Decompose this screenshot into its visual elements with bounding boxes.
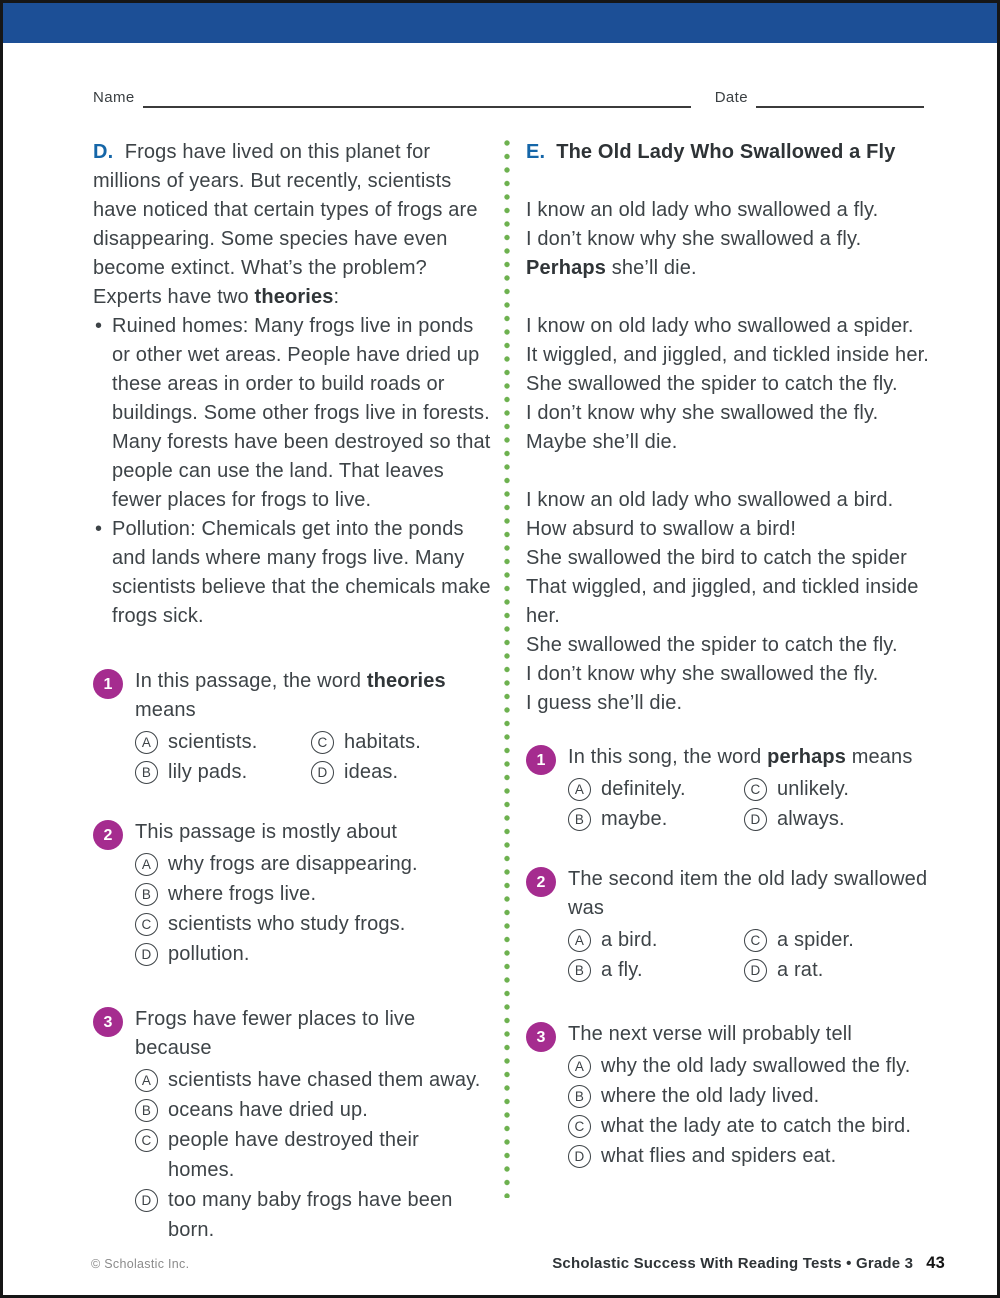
question-d1 [93,667,491,787]
question-stem [568,865,949,923]
option-letter-circle: A [568,929,591,952]
question-stem [568,743,949,772]
question-body [568,743,949,834]
answer-option [568,955,744,985]
stem-text: Frogs have fewer places to live because [135,1008,416,1059]
song-line: I don’t know why she swallowed a fly. [526,228,862,250]
song-line: It wiggled, and jiggled, and tickled inside her. [526,344,930,366]
question-stem [135,1005,491,1063]
song-line: How absurd to swallow a bird! [526,518,797,540]
option-letter-circle: B [568,808,591,831]
answer-option [135,1065,491,1095]
song-line [526,254,949,283]
question-body [135,818,491,969]
answer-option [744,774,949,804]
question-d2 [93,818,491,969]
copyright-text: © Scholastic Inc. [91,1257,190,1271]
option-letter-circle: A [135,1069,158,1092]
answer-option [135,757,311,787]
answer-option [135,1125,491,1185]
option-letter-circle: B [135,883,158,906]
question-number-badge: 3 [526,1022,556,1052]
option-text: people have destroyed their homes. [168,1129,419,1181]
answer-option [568,925,744,955]
option-text: what the lady ate to catch the bird. [601,1115,912,1137]
option-text: a fly. [601,959,643,981]
option-text: unlikely. [777,778,850,800]
passage-d-intro-end: : [333,286,340,308]
option-letter-circle: D [744,959,767,982]
answer-option [311,757,491,787]
bullet-item: • Pollution: Chemicals get into the ponds and lands where many frogs live. Many scientists believe that the chemicals make frogs sick. [93,515,491,631]
passage-d-label: D. [93,141,114,163]
option-text: habitats. [344,731,421,753]
answer-option [135,909,491,939]
song-stanza-3 [526,486,949,718]
song-line: I know an old lady who swallowed a bird. [526,489,894,511]
name-label: Name [93,89,135,106]
answer-option [311,727,491,757]
option-letter-circle: A [135,731,158,754]
song-line: That wiggled, and jiggled, and tickled inside her. [526,576,919,627]
song-stanza-1 [526,196,949,283]
song-bold-word: Perhaps [526,257,606,279]
answer-option [135,939,491,969]
stem-text: In this song, the word [568,746,768,768]
question-e2 [526,865,949,985]
option-letter-circle: B [135,761,158,784]
answer-options [568,774,949,834]
answer-options [135,1065,491,1245]
option-letter-circle: A [568,778,591,801]
question-number-badge: 3 [93,1007,123,1037]
option-letter-circle: B [135,1099,158,1122]
option-letter-circle: D [568,1145,591,1168]
question-stem [135,818,491,847]
answer-options [568,1051,949,1171]
passage-d-column [93,138,491,1245]
content-columns [93,138,949,1245]
option-letter-circle: A [568,1055,591,1078]
question-stem [568,1020,949,1049]
option-letter-circle: D [135,943,158,966]
series-title: Scholastic Success With Reading Tests • Grade 3 [552,1255,914,1272]
option-letter-circle: C [744,778,767,801]
option-text: definitely. [601,778,686,800]
option-text: always. [777,808,845,830]
option-text: a bird. [601,929,658,951]
question-number-badge: 2 [526,867,556,897]
option-text: oceans have dried up. [168,1099,368,1121]
stem-bold: perhaps [767,746,846,768]
bullet-item: • Ruined homes: Many frogs live in ponds or other wet areas. People have dried up these areas in order to build roads or buildings. Some other frogs live in forests. Many forests have been destroyed so that people can use the land. That leaves fewer places for frogs to live. [93,312,491,515]
stem-bold: theories [366,670,446,692]
header-color-bar [3,3,997,43]
answer-option [135,849,491,879]
stem-text: In this passage, the word [135,670,367,692]
song-line: She swallowed the spider to catch the fly. [526,634,898,656]
footer-series-row [552,1254,945,1273]
song-line: I know an old lady who swallowed a fly. [526,199,879,221]
stem-text: means [135,699,196,721]
name-input-line[interactable] [143,88,691,108]
page-number: 43 [926,1254,945,1272]
option-text: a spider. [777,929,854,951]
stem-text: The second item the old lady swallowed was [568,868,928,919]
answer-option [568,774,744,804]
option-letter-circle: D [135,1189,158,1212]
song-line: I know on old lady who swallowed a spider. [526,315,914,337]
option-letter-circle: D [311,761,334,784]
option-letter-circle: C [135,1129,158,1152]
passage-d-intro: Frogs have lived on this planet for millions of years. But recently, scientists have noticed that certain types of frogs are disappearing. Some species have even become extinct. What’s the problem? Experts have two [93,141,478,308]
passage-e-title-row [526,138,949,167]
question-body [568,1020,949,1171]
option-text: where frogs live. [168,883,317,905]
option-letter-circle: C [135,913,158,936]
option-text: scientists have chased them away. [168,1069,481,1091]
name-date-row [93,88,924,108]
option-text: lily pads. [168,761,248,783]
passage-e-title: The Old Lady Who Swallowed a Fly [556,141,896,163]
passage-d-text [93,138,491,312]
answer-option [135,879,491,909]
song-line: I guess she’ll die. [526,692,683,714]
option-text: what flies and spiders eat. [601,1145,837,1167]
answer-option [568,1051,949,1081]
stem-text: means [845,746,913,768]
answer-options [135,849,491,969]
question-body [135,1005,491,1245]
answer-option [744,804,949,834]
question-d3 [93,1005,491,1245]
option-letter-circle: B [568,1085,591,1108]
question-number-badge: 2 [93,820,123,850]
option-letter-circle: D [744,808,767,831]
answer-option [568,804,744,834]
option-letter-circle: A [135,853,158,876]
answer-option [135,1095,491,1125]
option-text: why the old lady swallowed the fly. [601,1055,911,1077]
dotted-column-divider [504,140,510,1198]
question-stem [135,667,491,725]
song-line: I don’t know why she swallowed the fly. [526,402,879,424]
song-line-rest: she’ll die. [605,257,697,279]
option-text: where the old lady lived. [601,1085,820,1107]
question-e3 [526,1020,949,1171]
answer-option [568,1111,949,1141]
answer-option [135,1185,491,1245]
answer-option [568,1081,949,1111]
option-text: pollution. [168,943,250,965]
song-line: She swallowed the bird to catch the spider [526,547,907,569]
option-text: why frogs are disappearing. [168,853,418,875]
song-line: Maybe she’ll die. [526,431,678,453]
option-letter-circle: C [311,731,334,754]
date-label: Date [714,89,748,106]
answer-options [135,727,491,787]
stem-text: This passage is mostly about [135,821,398,843]
passage-d-bold-word: theories [254,286,334,308]
question-number-badge: 1 [93,669,123,699]
option-text: too many baby frogs have been born. [168,1189,453,1241]
option-letter-circle: C [568,1115,591,1138]
option-text: maybe. [601,808,668,830]
passage-d-bullet-list [93,312,491,631]
answer-option [744,925,949,955]
question-e1 [526,743,949,834]
passage-e-label: E. [526,141,546,163]
option-letter-circle: B [568,959,591,982]
song-stanza-2 [526,312,949,457]
stem-text: The next verse will probably tell [568,1023,852,1045]
question-number-badge: 1 [526,745,556,775]
option-text: scientists. [168,731,258,753]
answer-option [135,727,311,757]
date-input-line[interactable] [756,88,924,108]
option-text: a rat. [777,959,824,981]
question-body [135,667,491,787]
option-text: scientists who study frogs. [168,913,406,935]
song-line: I don’t know why she swallowed the fly. [526,663,879,685]
option-text: ideas. [344,761,399,783]
song-line: She swallowed the spider to catch the fly. [526,373,898,395]
option-letter-circle: C [744,929,767,952]
question-body [568,865,949,985]
answer-options [568,925,949,985]
answer-option [744,955,949,985]
answer-option [568,1141,949,1171]
passage-e-column [526,138,949,1245]
